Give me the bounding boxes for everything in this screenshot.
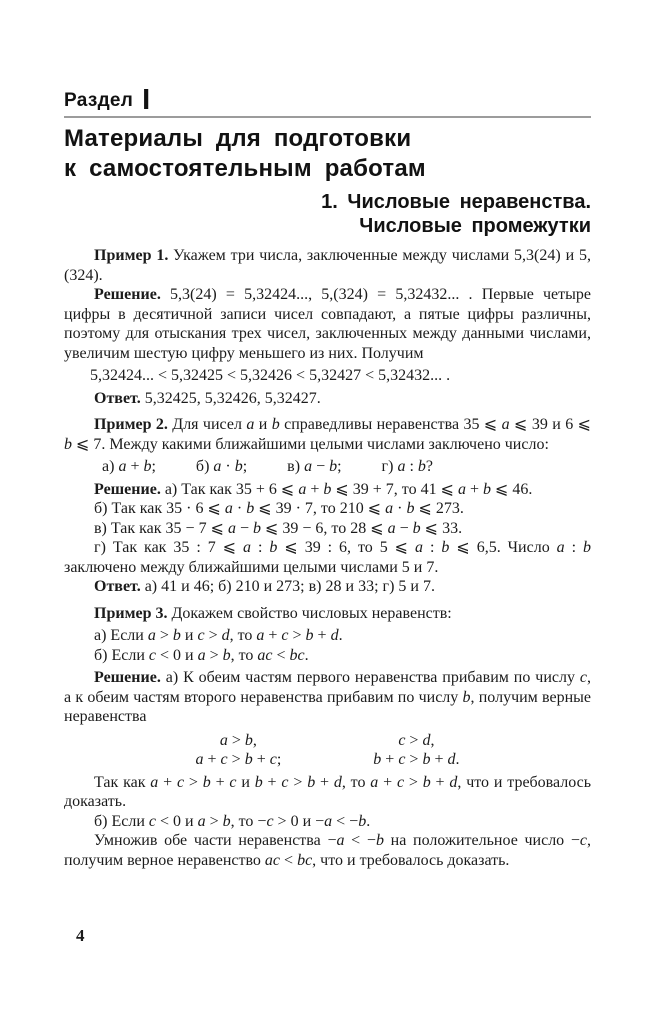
example3-formula-block bbox=[64, 731, 591, 770]
section-label: Раздел bbox=[64, 90, 134, 111]
example2-solution-b: б) Так как 35 · 6 ⩽ a · b ⩽ 39 · 7, то 210 ⩽ a · b ⩽ 273. bbox=[94, 500, 464, 517]
header-divider bbox=[64, 116, 591, 118]
example3-conclusion-a: Так как a + c > b + c и b + c > b + d, то a + c > b + d, что и требовалось доказать. bbox=[64, 773, 592, 810]
example3-property-b: б) Если c < 0 и a > b, то ac < bc. bbox=[94, 646, 309, 664]
formula-apc-gt-bpc: a + c > b + c; bbox=[195, 751, 282, 768]
example3-statement: Пример 3. Докажем свойство числовых неравенств: bbox=[94, 604, 452, 622]
page-title bbox=[64, 124, 591, 184]
chapter-heading bbox=[64, 190, 591, 238]
example2-option-g: г) a : b? bbox=[381, 458, 433, 475]
page-content bbox=[64, 84, 592, 870]
page-title-line1: Материалы для подготовки bbox=[64, 125, 412, 152]
example1-solution: Решение. 5,3(24) = 5,32424..., 5,(324) = 5,32432... . Первые четыре цифры в десятичной записи чисел совпадают, а пятые цифры различны, поэтому для отыскания трех чисел, заключенных между данными числами, увеличим шестую цифру меньшего из них. Получим bbox=[64, 286, 591, 362]
example2-options-row bbox=[64, 457, 591, 477]
page-title-line2: к самостоятельным работам bbox=[64, 155, 426, 182]
example2-solution-g: г) Так как 35 : 7 ⩽ a : b ⩽ 39 : 6, то 5 ⩽ a : b ⩽ 6,5. Число a : b заключено между ближайшими целыми числами 5 и 7. bbox=[64, 539, 592, 576]
formula-bpc-gt-bpd: b + c > b + d. bbox=[373, 751, 460, 768]
example3-formula-col1 bbox=[196, 731, 282, 770]
example3-formula-col2 bbox=[373, 731, 459, 770]
body-text bbox=[64, 246, 591, 870]
example2-solution-v: в) Так как 35 − 7 ⩽ a − b ⩽ 39 − 6, то 28 ⩽ a − b ⩽ 33. bbox=[94, 519, 463, 537]
chapter-heading-line1: 1. Числовые неравенства. bbox=[321, 191, 591, 213]
example2-option-a: а) a + b; bbox=[102, 458, 156, 475]
example2-solution-a: Решение. а) Так как 35 + 6 ⩽ a + b ⩽ 39 + 7, то 41 ⩽ a + b ⩽ 46. bbox=[94, 480, 533, 498]
example2-option-b: б) a · b; bbox=[195, 458, 248, 475]
formula-c-gt-d: c > d, bbox=[398, 731, 435, 749]
example1-inequality-chain: 5,32424... < 5,32425 < 5,32426 < 5,32427 < 5,32432... . bbox=[90, 367, 451, 384]
section-numeral: I bbox=[142, 84, 151, 116]
example1-answer: Ответ. 5,32425, 5,32426, 5,32427. bbox=[94, 389, 321, 407]
example2-statement: Пример 2. Для чисел a и b справедливы неравенства 35 ⩽ a ⩽ 39 и 6 ⩽ b ⩽ 7. Между какими ближайшими целыми числами заключено число: bbox=[64, 416, 592, 453]
example1-statement: Пример 1. Укажем три числа, заключенные между числами 5,3(24) и 5,(324). bbox=[64, 247, 591, 284]
example3-conclusion-b: Умножив обе части неравенства −a < −b на положительное число −c, получим верное неравенство ac < bc, что и требовалось доказать. bbox=[64, 832, 592, 869]
example3-solution: Решение. а) К обеим частям первого неравенства прибавим по числу c, а к обеим частям второго неравенства прибавим по числу b, получим верные неравенства bbox=[64, 669, 592, 725]
example3-property-a: а) Если a > b и c > d, то a + c > b + d. bbox=[94, 627, 343, 644]
page-number: 4 bbox=[76, 926, 85, 945]
example3-case-b: б) Если c < 0 и a > b, то −c > 0 и −a < −b. bbox=[94, 812, 371, 830]
section-header bbox=[64, 84, 591, 116]
example2-answer: Ответ. а) 41 и 46; б) 210 и 273; в) 28 и 33; г) 5 и 7. bbox=[94, 578, 435, 595]
chapter-heading-line2: Числовые промежутки bbox=[359, 215, 591, 237]
example2-option-v: в) a − b; bbox=[287, 458, 342, 475]
formula-a-gt-b: a > b, bbox=[219, 731, 257, 749]
